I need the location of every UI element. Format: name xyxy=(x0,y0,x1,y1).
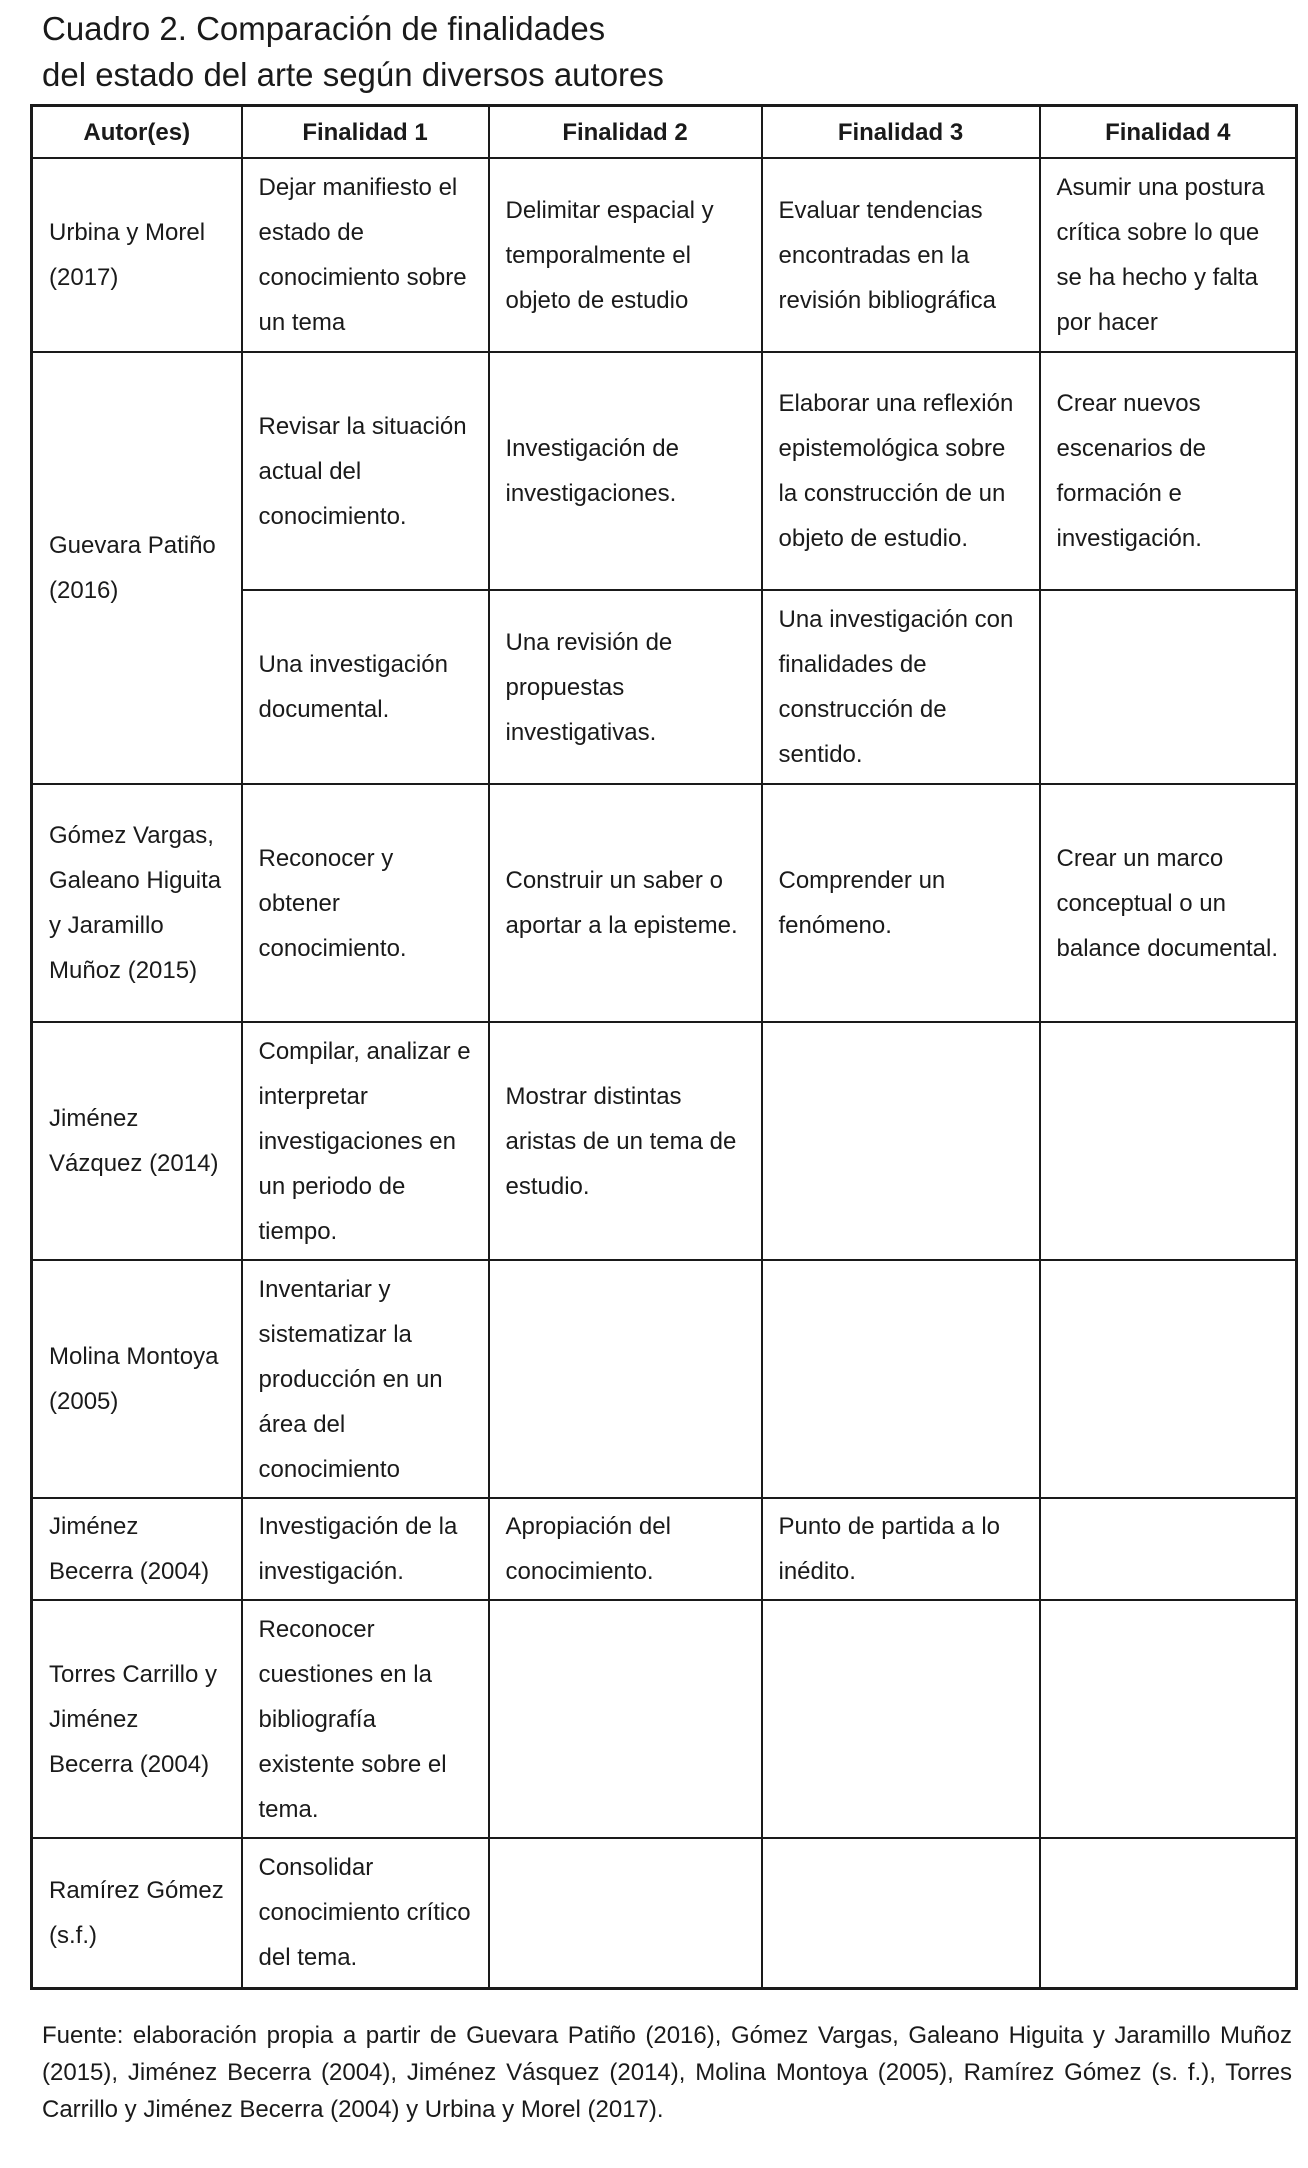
finalidad-3-cell xyxy=(762,1838,1040,1988)
finalidad-1-cell: Investigación de la investigación. xyxy=(242,1498,489,1600)
finalidad-2-cell: Construir un saber o aportar a la episteme. xyxy=(489,784,762,1022)
finalidad-3-cell xyxy=(762,1600,1040,1838)
finalidad-3-cell xyxy=(762,1022,1040,1260)
finalidad-2-cell: Apropiación del conocimiento. xyxy=(489,1498,762,1600)
header-autores: Autor(es) xyxy=(32,106,242,159)
finalidad-1-cell: Reconocer y obtener conocimiento. xyxy=(242,784,489,1022)
finalidad-2-cell: Investigación de investigaciones. xyxy=(489,352,762,590)
finalidad-3-cell: Comprender un fenómeno. xyxy=(762,784,1040,1022)
table-row xyxy=(32,158,1297,352)
finalidad-4-cell xyxy=(1040,1838,1297,1988)
table-row xyxy=(32,352,1297,590)
finalidad-2-cell: Mostrar distintas aristas de un tema de estudio. xyxy=(489,1022,762,1260)
table-row xyxy=(32,1498,1297,1600)
finalidad-2-cell xyxy=(489,1838,762,1988)
finalidad-2-cell xyxy=(489,1260,762,1498)
author-cell: Gómez Vargas, Galeano Higuita y Jaramillo Muñoz (2015) xyxy=(32,784,242,1022)
author-cell: Guevara Patiño (2016) xyxy=(32,352,242,784)
caption-line-1: Cuadro 2. Comparación de finalidades xyxy=(42,10,606,47)
header-finalidad-2: Finalidad 2 xyxy=(489,106,762,159)
table-row xyxy=(32,1022,1297,1260)
author-cell: Jiménez Vázquez (2014) xyxy=(32,1022,242,1260)
finalidad-1-cell: Una investigación documental. xyxy=(242,590,489,784)
caption-line-2: del estado del arte según diversos autores xyxy=(42,56,664,93)
finalidad-3-cell xyxy=(762,1260,1040,1498)
header-finalidad-4: Finalidad 4 xyxy=(1040,106,1297,159)
finalidad-4-cell: Crear un marco conceptual o un balance documental. xyxy=(1040,784,1297,1022)
finalidad-3-cell: Punto de partida a lo inédito. xyxy=(762,1498,1040,1600)
finalidad-1-cell: Compilar, analizar e interpretar investigaciones en un periodo de tiempo. xyxy=(242,1022,489,1260)
finalidad-1-cell: Dejar manifiesto el estado de conocimiento sobre un tema xyxy=(242,158,489,352)
finalidad-2-cell: Una revisión de propuestas investigativas. xyxy=(489,590,762,784)
table-header-row xyxy=(32,106,1297,159)
comparison-table xyxy=(30,104,1298,1990)
author-cell: Ramírez Gómez (s.f.) xyxy=(32,1838,242,1988)
header-finalidad-1: Finalidad 1 xyxy=(242,106,489,159)
author-cell: Urbina y Morel (2017) xyxy=(32,158,242,352)
table-caption xyxy=(42,6,664,98)
finalidad-1-cell: Reconocer cuestiones en la bibliografía existente sobre el tema. xyxy=(242,1600,489,1838)
finalidad-3-cell: Una investigación con finalidades de construcción de sentido. xyxy=(762,590,1040,784)
finalidad-4-cell xyxy=(1040,1498,1297,1600)
author-cell: Molina Montoya (2005) xyxy=(32,1260,242,1498)
table-row xyxy=(32,784,1297,1022)
finalidad-4-cell: Asumir una postura crítica sobre lo que se ha hecho y falta por hacer xyxy=(1040,158,1297,352)
finalidad-3-cell: Elaborar una reflexión epistemológica sobre la construcción de un objeto de estudio. xyxy=(762,352,1040,590)
source-footnote: Fuente: elaboración propia a partir de Guevara Patiño (2016), Gómez Vargas, Galeano Higuita y Jaramillo Muñoz (2015), Jiménez Becerra (2004), Jiménez Vásquez (2014), Molina Montoya (2005), Ramírez Gómez (s. f.), Torres Carrillo y Jiménez Becerra (2004) y Urbina y Morel (2017). xyxy=(42,2022,1292,2123)
finalidad-1-cell: Consolidar conocimiento crítico del tema. xyxy=(242,1838,489,1988)
finalidad-2-cell: Delimitar espacial y temporalmente el objeto de estudio xyxy=(489,158,762,352)
finalidad-4-cell xyxy=(1040,1600,1297,1838)
table-row xyxy=(32,1838,1297,1988)
finalidad-4-cell: Crear nuevos escenarios de formación e investigación. xyxy=(1040,352,1297,590)
author-cell: Torres Carrillo y Jiménez Becerra (2004) xyxy=(32,1600,242,1838)
finalidad-1-cell: Inventariar y sistematizar la producción en un área del conocimiento xyxy=(242,1260,489,1498)
finalidad-4-cell xyxy=(1040,590,1297,784)
header-finalidad-3: Finalidad 3 xyxy=(762,106,1040,159)
table-row xyxy=(32,1600,1297,1838)
table-row xyxy=(32,1260,1297,1498)
author-cell: Jiménez Becerra (2004) xyxy=(32,1498,242,1600)
finalidad-1-cell: Revisar la situación actual del conocimiento. xyxy=(242,352,489,590)
finalidad-3-cell: Evaluar tendencias encontradas en la revisión bibliográfica xyxy=(762,158,1040,352)
finalidad-4-cell xyxy=(1040,1260,1297,1498)
finalidad-4-cell xyxy=(1040,1022,1297,1260)
finalidad-2-cell xyxy=(489,1600,762,1838)
